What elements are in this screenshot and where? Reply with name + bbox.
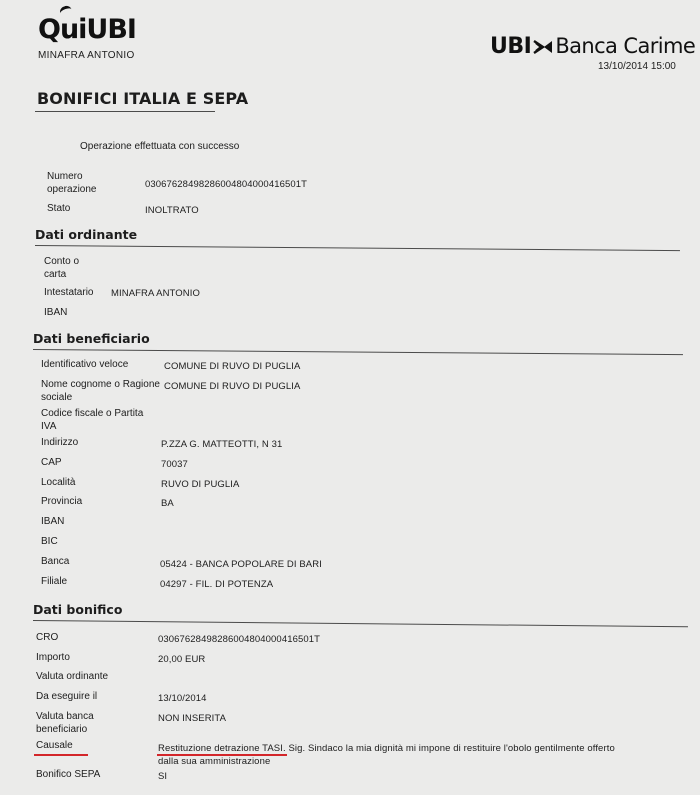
bonifico-sepa-value: SI bbox=[158, 771, 168, 782]
da-eseguire-value: 13/10/2014 bbox=[158, 693, 207, 704]
valuta-beneficiario-label-line-2: beneficiario bbox=[36, 724, 88, 735]
banca-label: Banca bbox=[41, 556, 70, 567]
causale-value-line-2: dalla sua amministrazione bbox=[158, 756, 271, 767]
provincia-value: BA bbox=[161, 498, 174, 509]
page-title: BONIFICI ITALIA E SEPA bbox=[37, 89, 249, 108]
section-divider-ordinante bbox=[35, 245, 680, 251]
provincia-label: Provincia bbox=[41, 496, 83, 507]
causale-value-underline bbox=[157, 754, 287, 756]
cf-label bbox=[41, 407, 143, 433]
nome-label-line-1: Nome cognome o Ragione bbox=[41, 379, 160, 390]
conto-label-line-2: carta bbox=[44, 269, 67, 280]
conto-label bbox=[44, 255, 79, 281]
id-veloce-label: Identificativo veloce bbox=[41, 359, 129, 370]
ordinante-iban-label: IBAN bbox=[44, 307, 68, 318]
causale-rest: . Sig. Sindaco la mia dignità mi impone di restituire l'obolo gentilmente offerto bbox=[282, 743, 615, 754]
beneficiario-iban-label: IBAN bbox=[41, 516, 65, 527]
filiale-value: 04297 - FIL. DI POTENZA bbox=[160, 579, 274, 590]
section-divider-bonifico bbox=[33, 620, 688, 627]
user-name: MINAFRA ANTONIO bbox=[38, 50, 135, 61]
valuta-ordinante-label: Valuta ordinante bbox=[36, 671, 109, 682]
causale-highlight: Restituzione detrazione TASI bbox=[158, 743, 283, 754]
section-title-beneficiario: Dati beneficiario bbox=[33, 331, 150, 346]
id-veloce-value: COMUNE DI RUVO DI PUGLIA bbox=[164, 361, 301, 372]
importo-label: Importo bbox=[36, 652, 70, 663]
cf-label-line-1: Codice fiscale o Partita bbox=[41, 408, 144, 419]
valuta-beneficiario-label bbox=[36, 710, 94, 736]
nome-value: COMUNE DI RUVO DI PUGLIA bbox=[164, 381, 301, 392]
filiale-label: Filiale bbox=[41, 576, 68, 587]
cro-value: 03067628498286004804000416501T bbox=[158, 634, 321, 645]
bonifico-sepa-label: Bonifico SEPA bbox=[36, 769, 101, 780]
cap-value: 70037 bbox=[161, 459, 188, 470]
valuta-beneficiario-label-line-1: Valuta banca bbox=[36, 711, 94, 722]
cap-label: CAP bbox=[41, 457, 62, 468]
bank-logo-bowtie-icon bbox=[533, 39, 553, 55]
cro-label: CRO bbox=[36, 632, 59, 643]
indirizzo-value: P.ZZA G. MATTEOTTI, N 31 bbox=[161, 439, 283, 450]
intestatario-label: Intestatario bbox=[44, 287, 94, 298]
causale-label-underline bbox=[34, 754, 88, 756]
section-title-bonifico: Dati bonifico bbox=[33, 602, 123, 617]
indirizzo-label: Indirizzo bbox=[41, 437, 79, 448]
nome-label-line-2: sociale bbox=[41, 392, 73, 403]
bic-label: BIC bbox=[41, 536, 58, 547]
cf-label-line-2: IVA bbox=[41, 421, 57, 432]
numero-operazione-label bbox=[47, 170, 96, 196]
conto-label-line-1: Conto o bbox=[44, 256, 80, 267]
numero-label-line-2: operazione bbox=[47, 184, 97, 195]
numero-operazione-value: 03067628498286004804000416501T bbox=[145, 179, 308, 190]
banca-value: 05424 - BANCA POPOLARE DI BARI bbox=[160, 559, 322, 570]
intestatario-value: MINAFRA ANTONIO bbox=[111, 288, 200, 299]
stato-label: Stato bbox=[47, 203, 71, 214]
localita-value: RUVO DI PUGLIA bbox=[161, 479, 240, 490]
quiubi-logo-text: QuiUBI bbox=[38, 14, 136, 45]
stato-value: INOLTRATO bbox=[145, 205, 199, 216]
section-divider-beneficiario bbox=[33, 349, 683, 355]
quiubi-logo bbox=[38, 14, 136, 45]
da-eseguire-label: Da eseguire il bbox=[36, 691, 98, 702]
title-divider bbox=[35, 111, 215, 112]
importo-value: 20,00 EUR bbox=[158, 654, 206, 665]
valuta-beneficiario-value: NON INSERITA bbox=[158, 713, 227, 724]
bank-logo bbox=[490, 33, 695, 59]
causale-label: Causale bbox=[36, 740, 73, 751]
section-title-ordinante: Dati ordinante bbox=[35, 227, 138, 242]
bank-logo-ubi: UBI bbox=[490, 34, 532, 59]
localita-label: Località bbox=[41, 477, 76, 488]
numero-label-line-1: Numero bbox=[47, 171, 83, 182]
nome-label bbox=[41, 378, 160, 404]
bank-logo-name: Banca Carime bbox=[555, 34, 696, 58]
timestamp: 13/10/2014 15:00 bbox=[598, 61, 676, 72]
success-message: Operazione effettuata con successo bbox=[80, 141, 240, 152]
